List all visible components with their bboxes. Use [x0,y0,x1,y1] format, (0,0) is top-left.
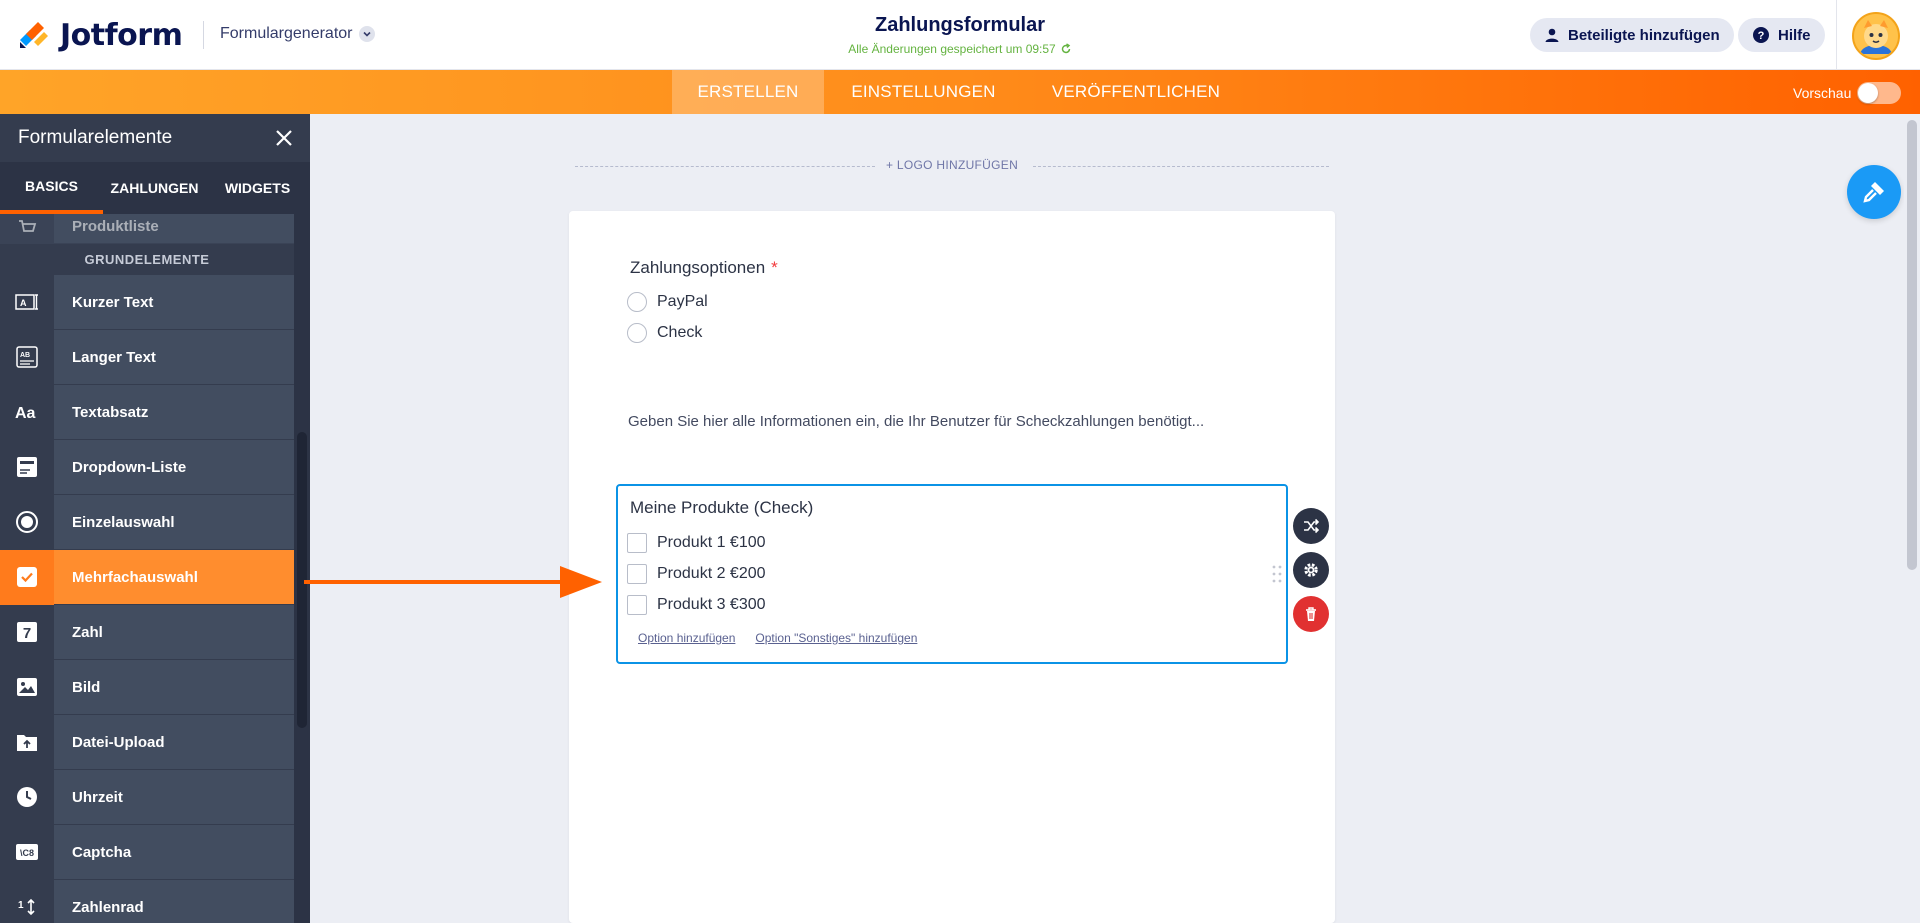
payment-options-text: Zahlungsoptionen [630,258,766,277]
option-label: Produkt 3 €300 [657,596,766,613]
file-upload-icon [0,715,54,770]
preview-switch-knob [1858,83,1878,103]
sidebar-item-label: Zahl [72,623,103,641]
add-other-option-link[interactable]: Option "Sonstiges" hinzufügen [755,631,918,645]
brand-name: Jotform [60,17,183,53]
products-question-label[interactable]: Meine Produkte (Check) [630,498,814,517]
panel-header [0,114,310,162]
long-text-icon [0,330,54,385]
properties-button[interactable] [1293,552,1329,588]
payment-options-label[interactable] [630,258,778,278]
header-separator [1836,0,1837,70]
add-logo-label[interactable]: + LOGO HINZUFÜGEN [885,158,1019,172]
help-icon [1752,26,1770,44]
checkbox-option-product-3[interactable] [627,595,766,615]
tab-create[interactable]: ERSTELLEN [672,70,824,114]
preview-label: Vorschau [1793,85,1852,101]
jotform-logo-icon [18,18,50,52]
page-scrollbar[interactable] [1904,114,1920,923]
sidebar-item-label: Bild [72,678,101,696]
tab-payments[interactable]: ZAHLUNGEN [110,180,199,196]
sidebar-item-dropdown[interactable] [0,440,294,495]
preview-toggle[interactable] [1793,82,1901,104]
sidebar-item-label: Textabsatz [72,403,149,421]
sidebar-item-label: Zahlenrad [72,898,144,916]
sidebar-item-label: Captcha [72,843,132,861]
sidebar-item-file-upload[interactable] [0,715,294,770]
user-avatar-icon [1854,14,1898,58]
preview-switch[interactable] [1857,82,1901,104]
form-title-block [760,14,1160,56]
user-icon [1544,27,1560,43]
add-logo-area[interactable] [575,158,1329,176]
sidebar-item-spinner[interactable] [0,880,294,923]
annotation-arrow-icon [302,562,604,602]
option-links [638,631,917,645]
sidebar-item-label: Kurzer Text [72,293,154,311]
dashed-line [1033,166,1329,167]
sidebar-item-label: Produktliste [72,218,159,235]
checkbox-option-product-1[interactable] [627,533,766,553]
number-icon [0,605,54,660]
tab-settings[interactable]: EINSTELLUNGEN [851,82,996,101]
help-button[interactable] [1738,18,1825,52]
save-status-text: Alle Änderungen gespeichert um 09:57 [848,42,1056,56]
refresh-icon [1060,43,1072,55]
clock-icon [0,770,54,825]
sidebar-item-label: Dropdown-Liste [72,458,187,476]
form-designer-button[interactable] [1847,165,1901,219]
save-status [760,42,1160,56]
delete-button[interactable] [1293,596,1329,632]
panel-tabs [0,162,310,214]
chevron-down-icon [359,26,375,42]
checkbox[interactable] [627,595,647,615]
form-elements-panel [0,114,310,923]
sidebar-item-image[interactable] [0,660,294,715]
multiple-choice-icon [0,550,54,605]
option-label: Check [657,324,703,341]
sidebar-item-time[interactable] [0,770,294,825]
short-text-icon [0,275,54,330]
checkbox[interactable] [627,564,647,584]
close-icon[interactable] [272,126,296,150]
panel-title: Formularelemente [18,127,173,148]
add-participants-label: Beteiligte hinzufügen [1568,26,1720,44]
svg-text:1: 1 [18,900,24,911]
single-choice-icon [0,495,54,550]
sidebar-item-label: Mehrfachauswahl [72,568,198,586]
drag-handle-icon[interactable] [1270,563,1284,585]
sidebar-item-paragraph[interactable] [0,385,294,440]
gear-icon [1302,561,1320,579]
svg-text:AB: AB [20,352,31,359]
option-label: Produkt 2 €200 [657,565,766,582]
sidebar-item-label: Uhrzeit [72,788,123,806]
add-option-link[interactable]: Option hinzufügen [638,631,736,645]
form-builder-dropdown[interactable] [220,25,375,43]
sidebar-item-label: Einzelauswahl [72,513,175,531]
tab-publish[interactable]: VERÖFFENTLICHEN [1051,82,1221,101]
page-scrollbar-thumb[interactable] [1907,120,1917,570]
checkbox[interactable] [627,533,647,553]
radio-button[interactable] [627,323,647,343]
option-label: PayPal [657,293,708,310]
section-heading: GRUNDELEMENTE [0,244,294,275]
svg-text:7: 7 [22,625,32,642]
option-label: Produkt 1 €100 [657,534,766,551]
trash-icon [1303,606,1319,622]
radio-option-paypal[interactable] [627,292,708,312]
shuffle-button[interactable] [1293,508,1329,544]
radio-button[interactable] [627,292,647,312]
sidebar-item-multiple-choice[interactable] [0,550,294,605]
sidebar-item-short-text[interactable] [0,275,294,330]
svg-text:?: ? [1757,30,1765,42]
required-mark: * [771,258,778,277]
sidebar-item-long-text[interactable] [0,330,294,385]
add-participants-button[interactable] [1530,18,1734,52]
form-title[interactable]: Zahlungsformular [874,14,1045,36]
spinner-icon [0,880,54,923]
sidebar-item-number[interactable] [0,605,294,660]
cart-icon [0,214,54,244]
paragraph-icon [0,385,54,440]
avatar[interactable] [1852,12,1900,60]
header-divider [203,21,204,49]
shuffle-icon [1303,518,1319,534]
builder-navbar [0,70,1920,114]
sidebar-item-label: Datei-Upload [72,733,165,751]
check-info-text[interactable]: Geben Sie hier alle Informationen ein, die Ihr Benutzer für Scheckzahlungen benötigt... [628,413,1205,430]
captcha-icon [0,825,54,880]
form-builder-label: Formulargenerator [220,25,353,42]
paint-roller-icon [1861,179,1887,205]
tab-widgets[interactable]: WIDGETS [224,180,291,196]
svg-text:\C8: \C8 [19,848,35,858]
sidebar-item-product-list[interactable] [0,214,294,244]
sidebar-item-label: Langer Text [72,348,156,366]
tab-basics[interactable]: BASICS [0,162,103,214]
top-header [0,0,1920,70]
help-label: Hilfe [1778,26,1811,44]
svg-text:Aa: Aa [15,405,36,422]
dropdown-icon [0,440,54,495]
svg-text:A: A [20,298,27,308]
sidebar-item-captcha[interactable] [0,825,294,880]
checkbox-option-product-2[interactable] [627,564,766,584]
sidebar-item-single-choice[interactable] [0,495,294,550]
image-icon [0,660,54,715]
radio-option-check[interactable] [627,323,702,343]
jotform-logo[interactable] [18,16,182,54]
elements-list [0,214,294,923]
